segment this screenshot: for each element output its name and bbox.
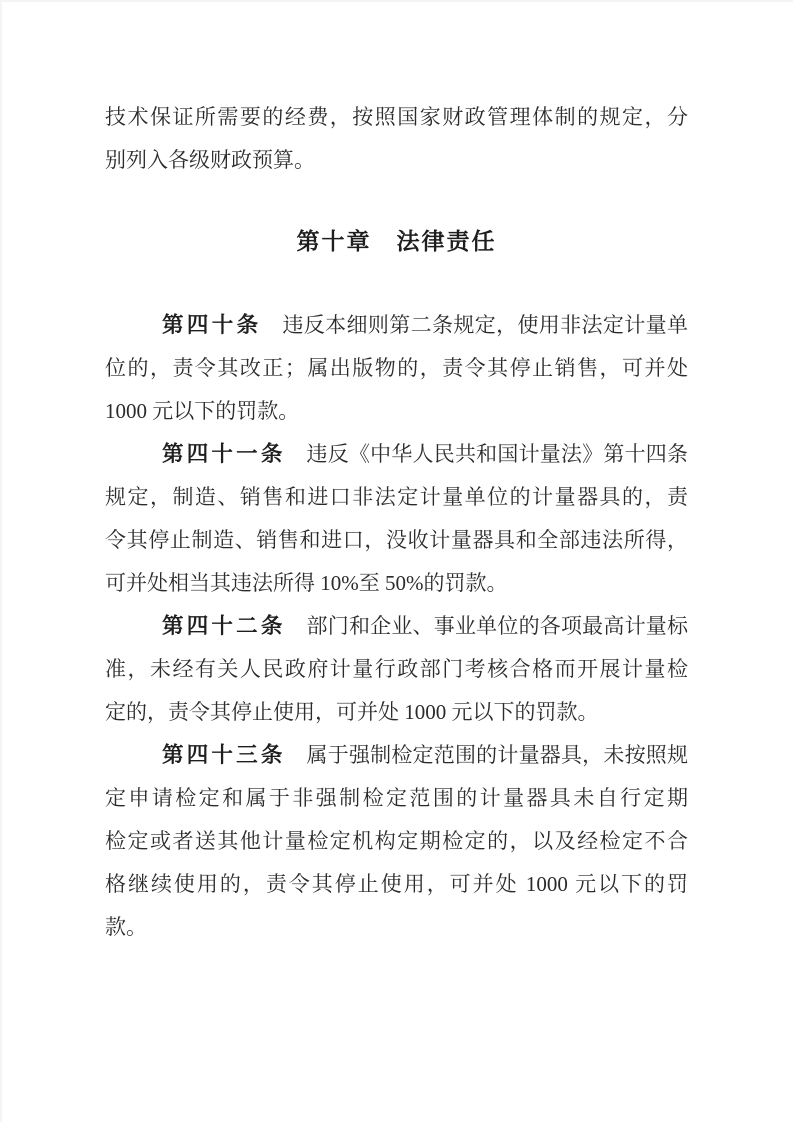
article-first-line-text: 违反本细则第二条规定，使用非法定计量单 (282, 313, 688, 337)
leading-paragraph (105, 96, 688, 182)
text-line: 1000 元以下的罚款。 (105, 399, 300, 423)
text-line: 规定，制造、销售和进口非法定计量单位的计量器具的，责 (105, 485, 688, 509)
text-line: 检定或者送其他计量检定机构定期检定的，以及经检定不合 (105, 829, 688, 853)
text-line: 位的，责令其改正；属出版物的，责令其停止销售，可并处 (105, 356, 688, 380)
text-line: 准，未经有关人民政府计量行政部门考核合格而开展计量检 (105, 657, 688, 681)
text-line: 款。 (105, 915, 147, 939)
article-paragraph (105, 605, 688, 734)
text-line: 可并处相当其违法所得 10%至 50%的罚款。 (105, 571, 508, 595)
article-number-label: 第四十二条 (162, 614, 286, 638)
article-first-line-text: 属于强制检定范围的计量器具，未按照规 (306, 743, 688, 767)
text-line: 定的，责令其停止使用，可并处 1000 元以下的罚款。 (105, 700, 599, 724)
text-line (105, 605, 688, 648)
text-line: 定申请检定和属于非强制检定范围的计量器具未自行定期 (105, 786, 688, 810)
chapter-heading: 第十章 法律责任 (296, 228, 497, 254)
article-paragraph (105, 304, 688, 433)
article-first-line-text: 部门和企业、事业单位的各项最高计量标 (306, 614, 688, 638)
article-number-label: 第四十一条 (162, 442, 286, 466)
text-line: 令其停止制造、销售和进口，没收计量器具和全部违法所得， (105, 528, 688, 552)
article-first-line-text: 违反《中华人民共和国计量法》第十四条 (306, 442, 688, 466)
page-content (105, 96, 688, 949)
article-paragraph (105, 433, 688, 605)
article-number-label: 第四十条 (162, 313, 262, 337)
articles-section (105, 304, 688, 949)
text-line (105, 304, 688, 347)
text-line: 格继续使用的，责令其停止使用，可并处 1000 元以下的罚 (105, 872, 688, 896)
article-paragraph (105, 734, 688, 949)
article-number-label: 第四十三条 (162, 743, 286, 767)
text-line (105, 734, 688, 777)
text-line: 技术保证所需要的经费，按照国家财政管理体制的规定，分 (105, 105, 688, 129)
text-line (105, 433, 688, 476)
text-line: 别列入各级财政预算。 (105, 148, 315, 172)
